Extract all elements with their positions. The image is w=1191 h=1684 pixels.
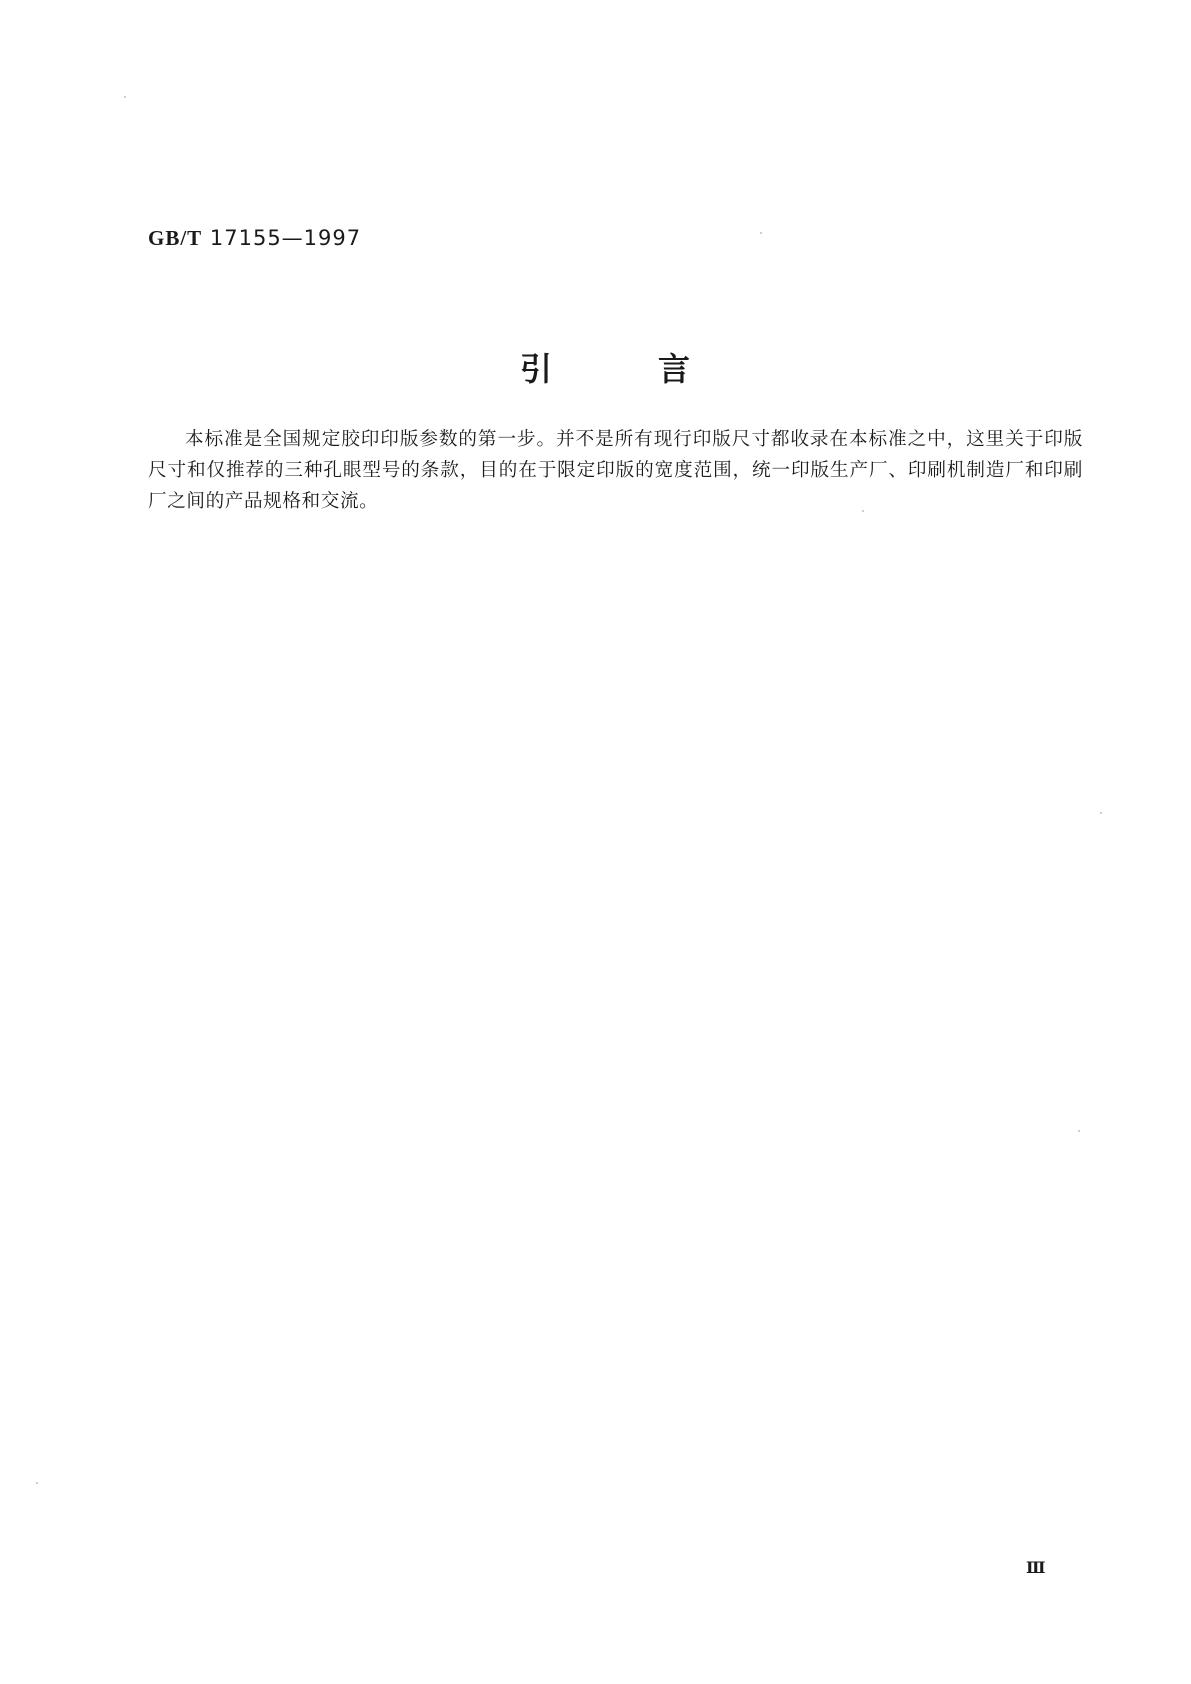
standard-code	[148, 226, 361, 251]
scan-speck	[124, 96, 126, 98]
page-number: Ⅲ	[1026, 1560, 1046, 1577]
intro-paragraph: 本标准是全国规定胶印印版参数的第一步。并不是所有现行印版尺寸都收录在本标准之中，这里关于印版尺寸和仅推荐的三种孔眼型号的条款，目的在于限定印版的宽度范围，统一印版生产厂、印刷机制造厂和印刷厂之间的产品规格和交流。	[148, 428, 1083, 512]
page-title	[520, 344, 690, 390]
scan-speck	[36, 1482, 38, 1484]
scan-speck	[1078, 1130, 1080, 1132]
scan-speck	[760, 232, 762, 234]
title-char-2: 言	[657, 350, 690, 388]
standard-prefix: GB/T	[148, 226, 203, 250]
standard-number: 17155—1997	[209, 226, 362, 250]
title-char-1: 引	[520, 350, 553, 388]
scan-speck	[862, 510, 864, 512]
scan-speck	[1100, 812, 1102, 814]
